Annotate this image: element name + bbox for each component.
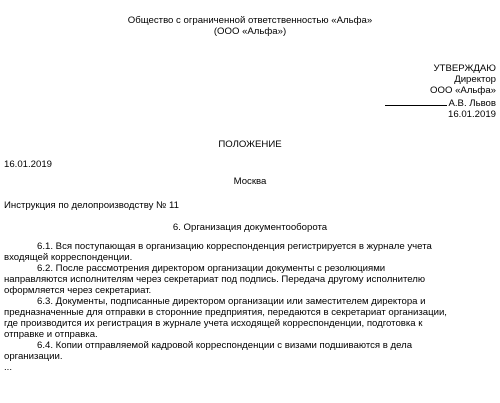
signature-line xyxy=(385,96,447,106)
approval-position: Директор xyxy=(454,74,496,85)
continuation-ellipsis: ... xyxy=(4,362,12,373)
paragraph-6-1: 6.1. Вся поступающая в организацию корреспонденция регистрируется в журнале учета входящей корреспонденции. xyxy=(4,241,432,263)
section-body xyxy=(4,241,500,373)
document-title: Инструкция по делопроизводству № 11 xyxy=(4,200,179,211)
approval-title: УТВЕРЖДАЮ xyxy=(433,63,496,74)
document-city: Москва xyxy=(233,176,267,187)
org-name-line1: Общество с ограниченной ответственностью «Альфа» xyxy=(127,15,373,26)
approval-block xyxy=(385,63,496,120)
approval-signature-row xyxy=(385,96,496,109)
paragraph-6-3: 6.3. Документы, подписанные директором организации или заместителем директора и предназначенные для отправки в сторонние предприятия, передаются в секретариат организации, где производится их регистрация в журнале учета исходящей корреспонденции, подготовка к отправке и отправка. xyxy=(4,296,447,340)
document-type: ПОЛОЖЕНИЕ xyxy=(218,139,282,150)
paragraph-6-2: 6.2. После рассмотрения директором организации документы с резолюциями направляются исполнителям через секретариат под подпись. Передача другому исполнителю оформляется через секретариат. xyxy=(4,263,426,296)
approval-org: ООО «Альфа» xyxy=(430,85,496,96)
section-title: 6. Организация документооборота xyxy=(172,222,328,233)
approval-signer: А.В. Львов xyxy=(448,98,496,109)
document-date: 16.01.2019 xyxy=(4,159,53,170)
paragraph-6-4: 6.4. Копии отправляемой кадровой корреспонденции с визами подшиваются в дела организации. xyxy=(4,340,413,362)
approval-date: 16.01.2019 xyxy=(447,109,496,120)
org-name-line2: (ООО «Альфа») xyxy=(213,26,287,37)
